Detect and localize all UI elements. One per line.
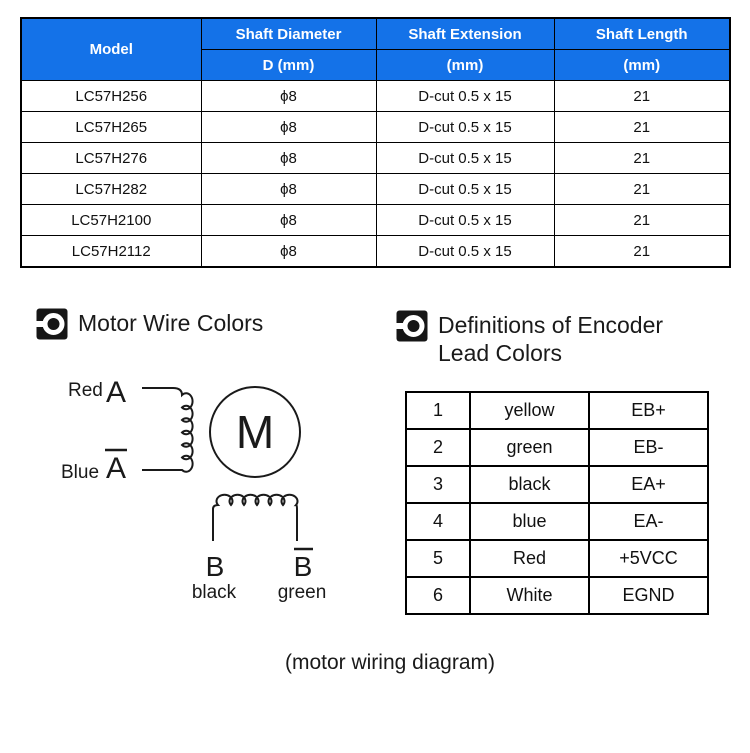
- phase-a-pos-terminal-label: A: [106, 376, 127, 409]
- phase-a-pos-color-label: Red: [68, 380, 103, 401]
- motor-symbol-label: M: [235, 406, 275, 458]
- table-row: [21, 112, 730, 143]
- encoder-lead-colors-section-heading: [396, 310, 706, 367]
- spec-subheader-diameter: D (mm): [201, 50, 376, 81]
- spec-cell-model: LC57H2100: [21, 205, 201, 236]
- encoder-pin: 3: [406, 466, 470, 503]
- spec-cell-model: LC57H276: [21, 143, 201, 174]
- diagram-caption: (motor wiring diagram): [284, 651, 496, 674]
- spec-cell-extension: D-cut 0.5 x 15: [376, 236, 554, 268]
- encoder-signal: EA-: [589, 503, 708, 540]
- spec-header-diameter: Shaft Diameter: [201, 18, 376, 50]
- encoder-pin: 2: [406, 429, 470, 466]
- spec-cell-length: 21: [554, 236, 730, 268]
- spec-cell-model: LC57H2112: [21, 236, 201, 268]
- encoder-wire-color: blue: [470, 503, 589, 540]
- spec-cell-model: LC57H256: [21, 81, 201, 112]
- phase-b-pos-color-label: black: [191, 582, 237, 603]
- table-row: [21, 143, 730, 174]
- target-logo-icon: [36, 308, 68, 345]
- spec-cell-diameter: ϕ8: [201, 143, 376, 174]
- phase-b-neg-color-label: green: [277, 582, 327, 603]
- encoder-signal: EB+: [589, 392, 708, 429]
- encoder-signal: EB-: [589, 429, 708, 466]
- spec-header-model: Model: [21, 18, 201, 81]
- encoder-wire-color: White: [470, 577, 589, 614]
- spec-cell-length: 21: [554, 205, 730, 236]
- encoder-wire-color: black: [470, 466, 589, 503]
- spec-cell-diameter: ϕ8: [201, 174, 376, 205]
- spec-cell-model: LC57H265: [21, 112, 201, 143]
- spec-cell-diameter: ϕ8: [201, 236, 376, 268]
- encoder-pin: 1: [406, 392, 470, 429]
- table-row: [406, 429, 708, 466]
- table-row: [21, 81, 730, 112]
- spec-header-extension: Shaft Extension: [376, 18, 554, 50]
- phase-a-coil: [142, 388, 193, 472]
- spec-subheader-length: (mm): [554, 50, 730, 81]
- spec-cell-diameter: ϕ8: [201, 112, 376, 143]
- spec-cell-diameter: ϕ8: [201, 81, 376, 112]
- spec-cell-extension: D-cut 0.5 x 15: [376, 205, 554, 236]
- encoder-signal: EA+: [589, 466, 708, 503]
- encoder-pin: 4: [406, 503, 470, 540]
- encoder-lead-table: [405, 391, 709, 615]
- table-row: [406, 503, 708, 540]
- table-row: [406, 392, 708, 429]
- section-title: Definitions of Encoder Lead Colors: [438, 312, 664, 366]
- spec-cell-extension: D-cut 0.5 x 15: [376, 174, 554, 205]
- target-logo-icon: [396, 310, 428, 347]
- spec-cell-length: 21: [554, 81, 730, 112]
- phase-a-neg-terminal-label: A: [106, 452, 127, 485]
- encoder-wire-color: Red: [470, 540, 589, 577]
- spec-cell-diameter: ϕ8: [201, 205, 376, 236]
- spec-header-length: Shaft Length: [554, 18, 730, 50]
- spec-cell-length: 21: [554, 112, 730, 143]
- table-row: [21, 236, 730, 268]
- spec-header-row-1: [21, 18, 730, 50]
- table-row: [406, 466, 708, 503]
- spec-cell-length: 21: [554, 143, 730, 174]
- section-title: Motor Wire Colors: [78, 310, 264, 336]
- encoder-wire-color: green: [470, 429, 589, 466]
- encoder-wire-color: yellow: [470, 392, 589, 429]
- table-row: [406, 577, 708, 614]
- spec-subheader-extension: (mm): [376, 50, 554, 81]
- spec-cell-extension: D-cut 0.5 x 15: [376, 143, 554, 174]
- spec-cell-extension: D-cut 0.5 x 15: [376, 81, 554, 112]
- motor-wiring-diagram: [45, 365, 345, 610]
- spec-cell-extension: D-cut 0.5 x 15: [376, 112, 554, 143]
- encoder-signal: +5VCC: [589, 540, 708, 577]
- encoder-pin: 5: [406, 540, 470, 577]
- spec-cell-model: LC57H282: [21, 174, 201, 205]
- motor-wire-colors-section-heading: [36, 308, 263, 345]
- table-row: [406, 540, 708, 577]
- phase-a-neg-color-label: Blue: [61, 462, 100, 483]
- phase-b-coil: [213, 495, 298, 541]
- spec-cell-length: 21: [554, 174, 730, 205]
- table-row: [21, 174, 730, 205]
- table-row: [21, 205, 730, 236]
- phase-b-neg-terminal-label: B: [293, 551, 313, 582]
- encoder-pin: 6: [406, 577, 470, 614]
- shaft-spec-table: [20, 17, 731, 268]
- encoder-signal: EGND: [589, 577, 708, 614]
- phase-b-pos-terminal-label: B: [205, 551, 225, 582]
